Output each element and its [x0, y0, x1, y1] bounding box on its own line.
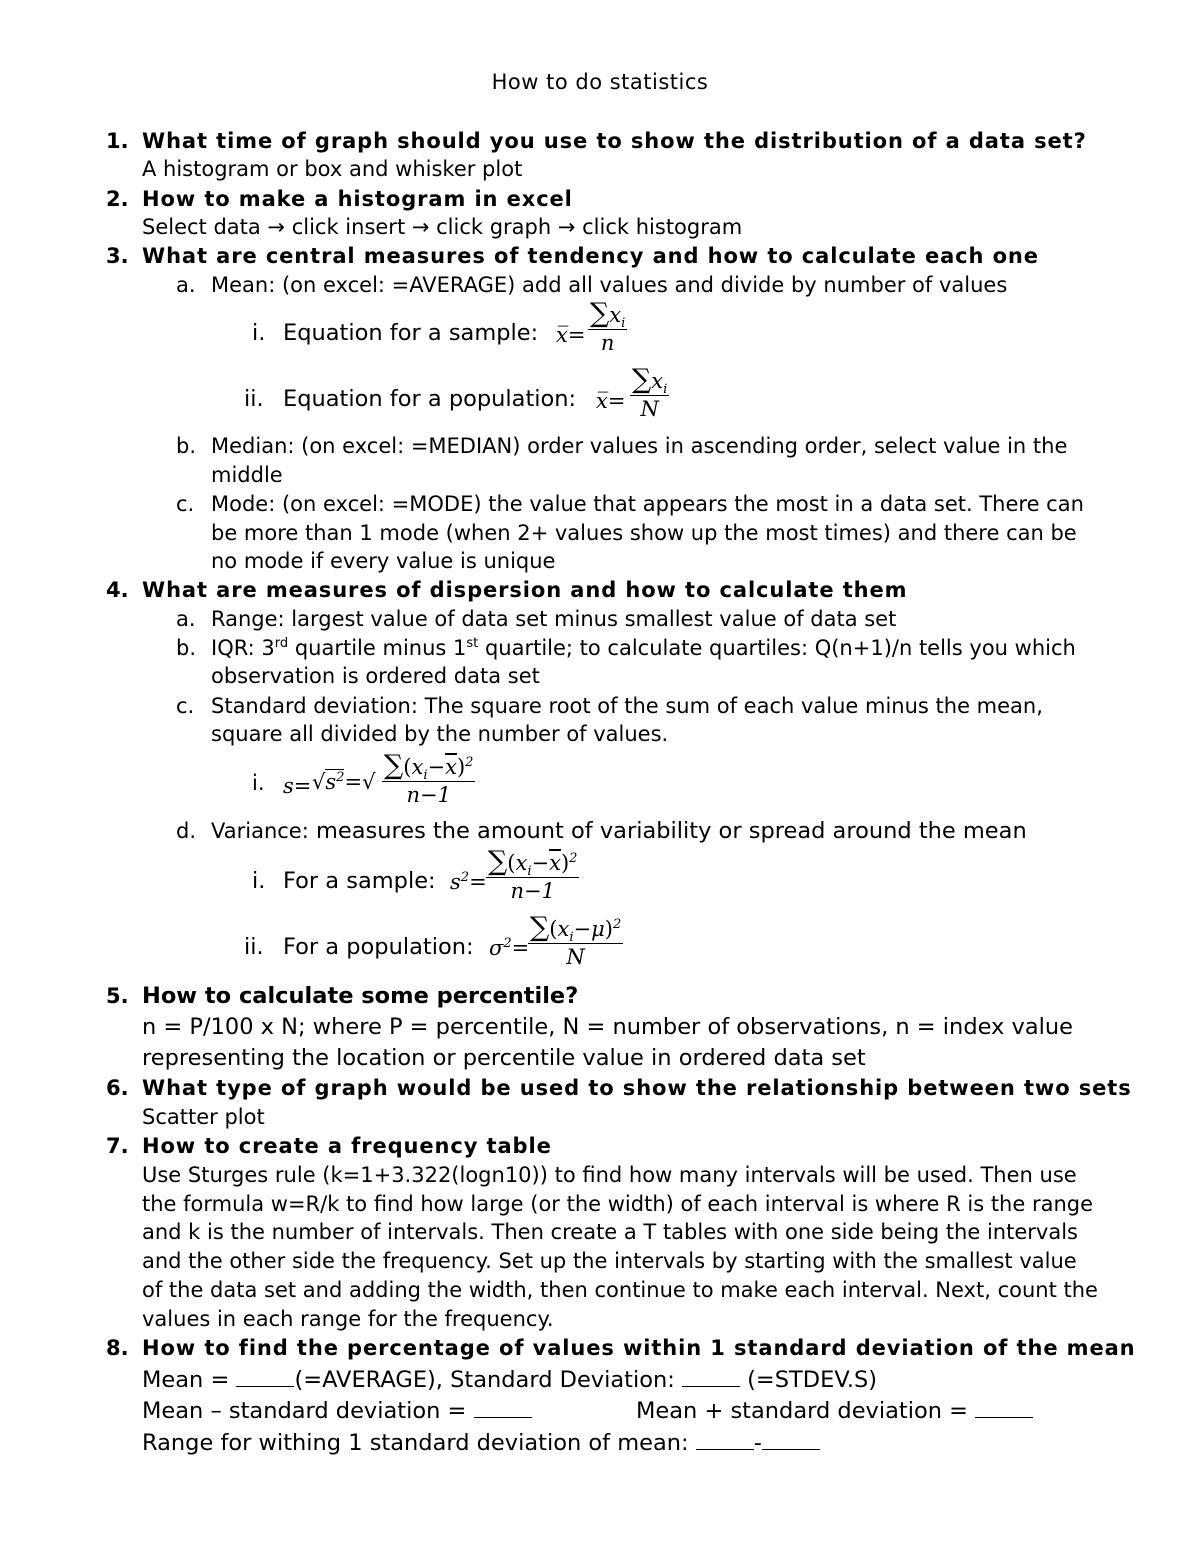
fraction-numerator: x	[651, 369, 664, 393]
equation-lhs: x̅=	[556, 323, 586, 347]
fraction-denominator: n−1	[510, 879, 555, 904]
page-title: How to do statistics	[491, 70, 709, 94]
sub-marker: a.	[176, 273, 196, 297]
iqr-text: quartile minus 1	[288, 636, 467, 660]
answer-text: A histogram or box and whisker plot	[142, 157, 523, 181]
answer-text: and the other side the frequency. Set up the intervals by starting with the smallest value	[142, 1249, 1077, 1273]
mean-minus-label: Mean – standard deviation =	[142, 1398, 474, 1424]
sub-marker: b.	[176, 636, 197, 660]
answer-text: the formula w=R/k to find how large (or the width) of each interval is where R is the range	[142, 1192, 1094, 1216]
sub-item-text: Median: (on excel: =MEDIAN) order values in ascending order, select value in the	[211, 434, 1068, 458]
sub-item-text: middle	[211, 463, 283, 487]
mean-blank[interactable]	[236, 1368, 294, 1387]
sub-item-text: be more than 1 mode (when 2+ values show up the most times) and there can be	[211, 521, 1077, 545]
answer-text: and k is the number of intervals. Then create a T tables with one side being the intervals	[142, 1220, 1078, 1244]
sqrt-expression: $√s^2=√$	[312, 770, 376, 794]
fraction-denominator: n	[600, 331, 615, 356]
item-number: 6.	[106, 1076, 129, 1100]
range-label: Range for withing 1 standard deviation of mean:	[142, 1430, 696, 1456]
variance-label: Variance:	[211, 819, 309, 843]
sample-variance-fraction: $\frac{\sum(x_i-\overline{x})^2}{n-1}$	[488, 846, 578, 904]
mean-plus-blank[interactable]	[975, 1399, 1033, 1418]
mean-label: Mean =	[142, 1367, 237, 1393]
sub-item-text: Mean: (on excel: =AVERAGE) add all values and divide by number of values	[211, 273, 1008, 297]
equation-lhs: x̅=	[596, 389, 626, 413]
ordinal-suffix: st	[466, 636, 479, 651]
range-high-blank[interactable]	[762, 1431, 820, 1450]
question-heading: How to create a frequency table	[142, 1134, 552, 1158]
mean-plus-sd-line	[636, 1399, 1033, 1423]
range-separator: -	[753, 1430, 762, 1456]
population-mean-fraction: $\frac{\sum x_i}{N}$	[632, 364, 668, 422]
sub-item-text: no mode if every value is unique	[211, 549, 556, 573]
sub-marker: c.	[176, 694, 195, 718]
answer-text: Scatter plot	[142, 1105, 265, 1129]
iqr-text: quartile; to calculate quartiles: Q(n+1)/n tells you which	[478, 636, 1076, 660]
sub-item-text: observation is ordered data set	[211, 664, 540, 688]
question-heading: How to make a histogram in excel	[142, 187, 573, 211]
answer-text: representing the location or percentile value in ordered data set	[142, 1045, 866, 1071]
sigma-symbol: ∑	[632, 364, 652, 395]
answer-text: n = P/100 x N; where P = percentile, N = number of observations, n = index value	[142, 1014, 1073, 1040]
sigma-symbol: ∑	[530, 912, 550, 943]
mean-plus-label: Mean + standard deviation =	[636, 1398, 976, 1424]
equation-label: For a sample:	[283, 868, 436, 894]
roman-marker: i.	[252, 771, 265, 795]
question-heading: What type of graph would be used to show the relationship between two sets	[142, 1076, 1132, 1100]
iqr-text: IQR: 3	[211, 636, 275, 660]
equation-label: Equation for a sample:	[283, 320, 539, 346]
item-number: 5.	[106, 984, 129, 1008]
answer-text: of the data set and adding the width, then continue to make each interval. Next, count the	[142, 1278, 1098, 1302]
sub-item-text: Mode: (on excel: =MODE) the value that appears the most in a data set. There can	[211, 492, 1084, 516]
question-heading: How to find the percentage of values within 1 standard deviation of the mean	[142, 1336, 1136, 1360]
population-variance-fraction: $\frac{\sum(x_i-\mu)^2}{N}$	[530, 912, 622, 970]
sample-mean-fraction: $\frac{\sum x_i}{n}$	[590, 298, 626, 356]
item-number: 7.	[106, 1134, 129, 1158]
roman-marker: ii.	[244, 386, 264, 412]
std-dev-blank[interactable]	[682, 1368, 740, 1387]
question-heading: What are central measures of tendency and how to calculate each one	[142, 244, 1039, 268]
item-number: 8.	[106, 1336, 129, 1360]
equation-label: For a population:	[283, 934, 474, 960]
answer-text: values in each range for the frequency.	[142, 1307, 554, 1331]
variance-text: measures the amount of variability or spread around the mean	[308, 818, 1027, 844]
mean-sd-line	[142, 1368, 877, 1392]
sub-marker: b.	[176, 434, 197, 458]
question-heading: What are measures of dispersion and how to calculate them	[142, 578, 908, 602]
question-heading: What time of graph should you use to show the distribution of a data set?	[142, 129, 1087, 153]
sub-item-text	[211, 820, 1027, 843]
sub-item-text: Standard deviation: The square root of the sum of each value minus the mean,	[211, 694, 1043, 718]
sub-marker: c.	[176, 492, 195, 516]
sub-marker: d.	[176, 819, 197, 843]
std-dev-fraction: $\frac{\sum(x_i-\overline{x})^2}{n-1}$	[384, 750, 474, 808]
equation-lhs: $s^2=$	[450, 870, 487, 894]
item-number: 3.	[106, 244, 129, 268]
equation-lhs: $\sigma^2=$	[489, 936, 530, 960]
roman-marker: ii.	[244, 934, 264, 960]
sub-item-text	[211, 638, 1076, 659]
item-number: 4.	[106, 578, 129, 602]
std-dev-hint: (=STDEV.S)	[739, 1367, 878, 1393]
equation-label: Equation for a population:	[283, 386, 577, 412]
sigma-symbol: ∑	[590, 298, 610, 329]
range-line	[142, 1431, 820, 1455]
fraction-denominator: N	[566, 945, 585, 970]
roman-marker: i.	[252, 320, 266, 346]
mean-minus-sd-line	[142, 1399, 532, 1423]
equation-lhs: s=	[283, 774, 312, 798]
sub-marker: a.	[176, 607, 196, 631]
mean-hint: (=AVERAGE), Standard Deviation:	[294, 1367, 682, 1393]
item-number: 1.	[106, 129, 129, 153]
sub-item-text: square all divided by the number of values.	[211, 722, 669, 746]
roman-marker: i.	[252, 868, 266, 894]
mean-minus-blank[interactable]	[474, 1399, 532, 1418]
range-low-blank[interactable]	[696, 1431, 754, 1450]
question-heading: How to calculate some percentile?	[142, 983, 579, 1009]
fraction-denominator: n−1	[406, 783, 451, 808]
fraction-denominator: N	[640, 397, 659, 422]
sigma-symbol: ∑	[488, 846, 508, 877]
sigma-symbol: ∑	[384, 750, 404, 781]
sub-item-text: Range: largest value of data set minus smallest value of data set	[211, 607, 897, 631]
fraction-numerator: x	[609, 303, 622, 327]
item-number: 2.	[106, 187, 129, 211]
answer-text: Select data → click insert → click graph → click histogram	[142, 215, 743, 239]
answer-text: Use Sturges rule (k=1+3.322(logn10)) to find how many intervals will be used. Then use	[142, 1163, 1077, 1187]
ordinal-suffix: rd	[274, 636, 289, 651]
